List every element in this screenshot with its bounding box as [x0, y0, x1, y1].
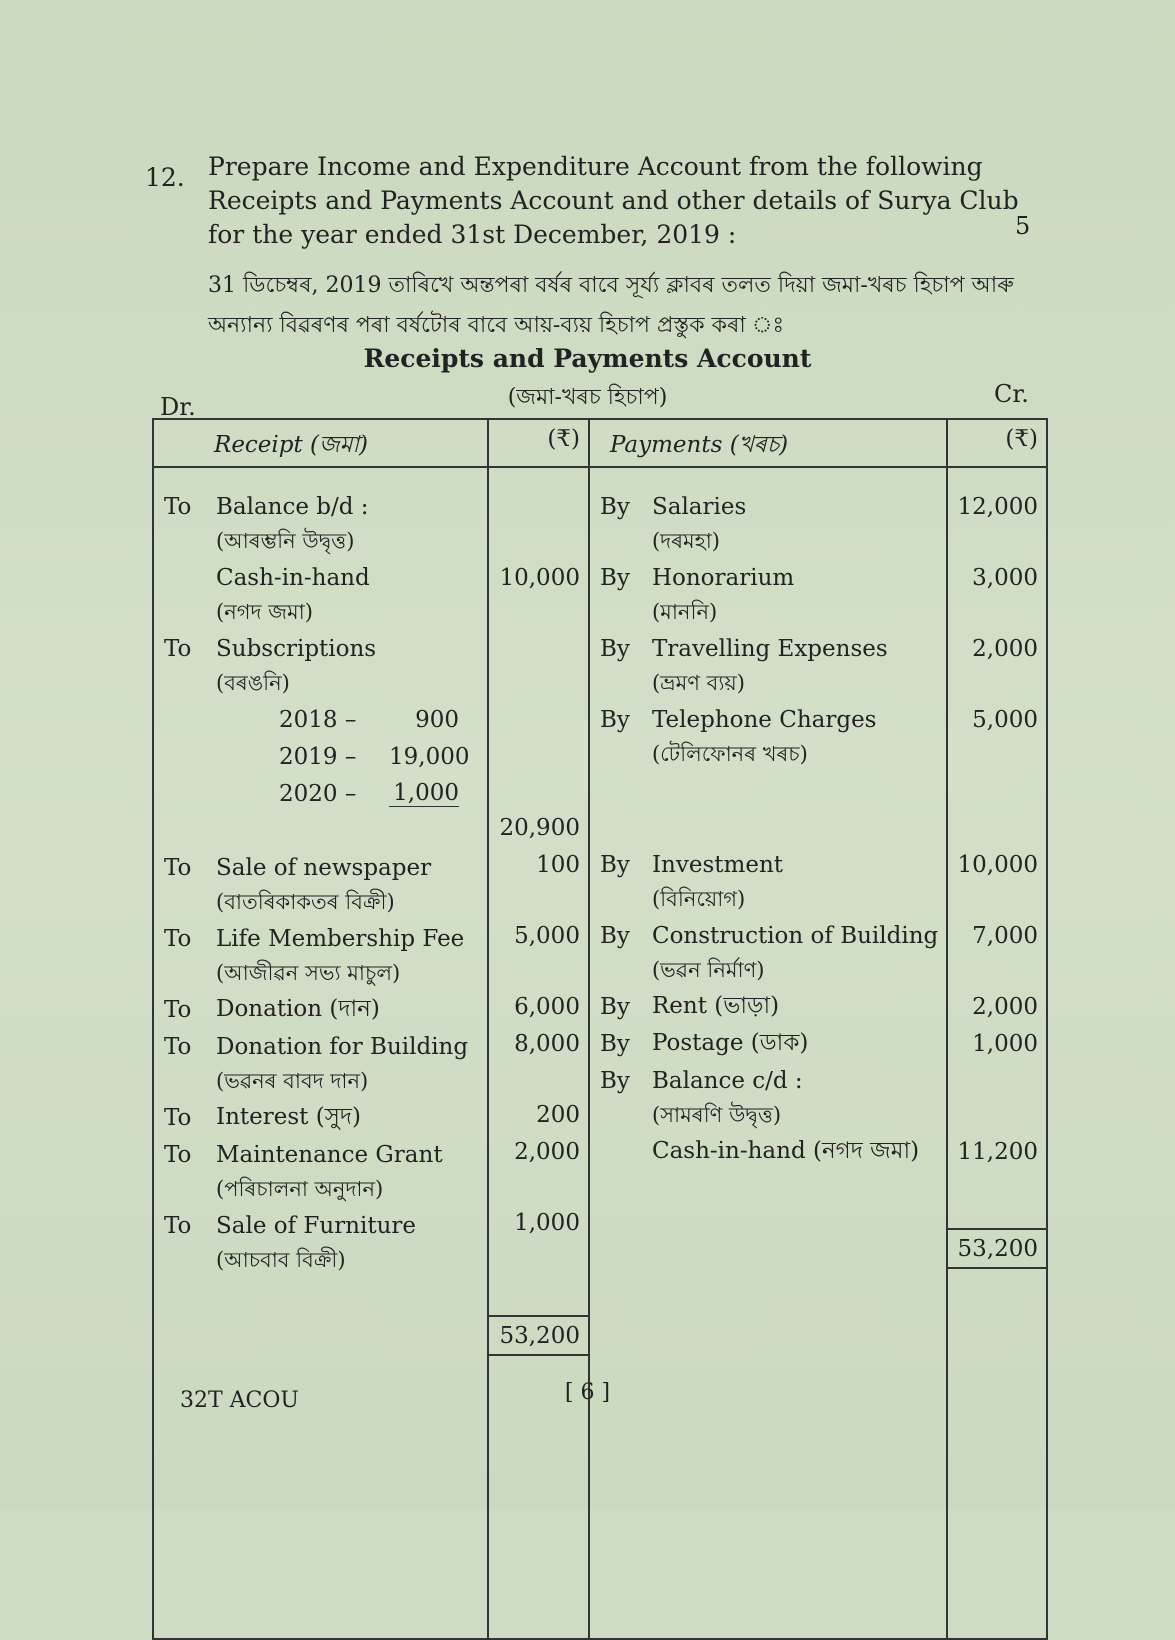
receipt-line: [154, 525, 487, 559]
receipt-amount: 6,000: [514, 993, 580, 1020]
payment-header: Payments (খৰচ): [589, 419, 947, 467]
payment-line: [590, 488, 946, 525]
receipt-prefix: To: [164, 996, 192, 1023]
payment-prefix: By: [599, 706, 630, 733]
receipt-header: Receipt (জমা): [153, 419, 488, 467]
subscription-year: 2020 –: [279, 780, 357, 807]
payment-line: [590, 1025, 946, 1062]
receipt-text: (আজীৱন সভ্য মাচুল): [216, 960, 401, 985]
receipt-prefix: To: [164, 1212, 192, 1239]
paper-code: 32T ACOU: [180, 1388, 299, 1413]
question-marks: 5: [1015, 212, 1031, 240]
receipt-prefix: To: [164, 854, 192, 881]
payment-text: Cash-in-hand (নগদ জমা): [651, 1138, 920, 1164]
receipt-line: [154, 991, 487, 1028]
payment-line: [590, 954, 946, 988]
payment-amount: [948, 883, 1046, 917]
receipt-amount: 1,000: [514, 1209, 580, 1236]
payment-text: (দৰমহা): [651, 528, 720, 553]
receipt-line: [154, 596, 487, 630]
receipt-amount: 10,000: [499, 564, 580, 591]
payment-text: Salaries: [651, 493, 747, 520]
receipt-text: Life Membership Fee: [216, 925, 465, 952]
receipt-amount: [489, 954, 588, 988]
receipt-text: (পৰিচালনা অনুদান): [216, 1176, 384, 1201]
payment-prefix: By: [599, 1030, 630, 1057]
payment-line: [590, 701, 946, 738]
receipt-line: [154, 1207, 487, 1244]
receipt-line: [154, 920, 487, 957]
receipt-line: [154, 849, 487, 886]
payment-line: [590, 525, 946, 559]
payment-line: [590, 596, 946, 630]
receipt-text: (বাতৰিকাকতৰ বিক্ৰী): [216, 889, 395, 914]
receipt-amount: [489, 1170, 588, 1204]
payment-text: (বিনিয়োগ): [651, 886, 746, 911]
payment-amount: [948, 954, 1046, 988]
payment-column: [589, 467, 947, 1639]
payment-amount: 2,000: [972, 993, 1038, 1020]
payment-line: [590, 846, 946, 883]
receipt-text: Donation for Building: [216, 1033, 469, 1060]
receipt-line: [154, 1028, 487, 1065]
payment-line: [590, 772, 946, 809]
receipt-amount: [489, 883, 588, 917]
receipt-amount: 100: [536, 851, 580, 878]
payment-prefix: By: [599, 993, 630, 1020]
payment-prefix: By: [599, 564, 630, 591]
subscription-year: 2019 –: [279, 743, 357, 770]
receipt-amount: 8,000: [514, 1030, 580, 1057]
receipt-text: (নগদ জমা): [216, 599, 313, 624]
payment-line: [590, 1062, 946, 1099]
receipt-text: Sale of newspaper: [216, 854, 432, 881]
receipt-line: [154, 488, 487, 525]
payment-amount: 11,200: [957, 1138, 1038, 1165]
subscription-value: 19,000: [389, 743, 470, 770]
payment-amount: 5,000: [972, 706, 1038, 733]
receipt-line: [154, 667, 487, 701]
payment-amount: [948, 1062, 1046, 1099]
payment-prefix: By: [599, 493, 630, 520]
receipt-line: [154, 559, 487, 596]
payment-line: [590, 988, 946, 1025]
payment-line: [590, 630, 946, 667]
question-text: Prepare Income and Expenditure Account from the following Receipts and Payments Account and other details of Surya Club for the year ended 31st December, 2019 :: [208, 152, 1019, 249]
payment-amount: 10,000: [957, 851, 1038, 878]
payment-prefix: By: [599, 1067, 630, 1094]
payment-amount: [948, 1099, 1046, 1133]
payment-text: Honorarium: [651, 564, 795, 591]
payment-line: [590, 738, 946, 772]
payment-text: Travelling Expenses: [651, 635, 888, 662]
page-number: [ 6 ]: [564, 1380, 611, 1405]
payment-text: Telephone Charges: [651, 706, 877, 733]
receipt-amount: [489, 525, 588, 559]
payment-amount: 12,000: [957, 493, 1038, 520]
receipt-column: [153, 467, 488, 1639]
subscription-year-row: [154, 701, 487, 738]
receipt-line: [154, 1065, 487, 1099]
receipt-text: Subscriptions: [216, 635, 377, 662]
payment-amount: 1,000: [972, 1030, 1038, 1057]
receipt-amount: 5,000: [514, 922, 580, 949]
payment-amount: [948, 525, 1046, 559]
receipt-text: Balance b/d :: [216, 493, 369, 520]
receipt-amount: [489, 630, 588, 667]
payment-prefix: By: [599, 922, 630, 949]
payment-amount: 7,000: [972, 922, 1038, 949]
subscription-year-row: [154, 775, 487, 812]
payment-prefix: By: [599, 851, 630, 878]
receipt-text: (আচবাব বিক্ৰী): [216, 1247, 346, 1272]
receipt-amount: [489, 596, 588, 630]
payment-text: (ভৱন নিৰ্মাণ): [651, 957, 765, 982]
receipt-line: [154, 630, 487, 667]
receipt-text: Donation (দান): [216, 996, 380, 1022]
payment-text: Construction of Building: [651, 922, 939, 949]
payment-text: Rent (ভাড়া): [651, 993, 780, 1019]
credit-label: Cr.: [994, 380, 1029, 408]
receipt-prefix: To: [164, 925, 192, 952]
payment-text: (মাননি): [651, 599, 718, 624]
payment-line: [590, 559, 946, 596]
receipt-amount-column: [488, 467, 589, 1639]
receipt-text: Maintenance Grant: [216, 1141, 443, 1168]
account-subtitle: (জমা-খৰচ হিচাপ): [507, 385, 668, 410]
payment-line: [590, 667, 946, 701]
receipt-prefix: To: [164, 635, 192, 662]
receipt-line: [154, 1099, 487, 1136]
receipt-text: Interest (সুদ): [216, 1104, 361, 1130]
payment-text: Balance c/d :: [651, 1067, 803, 1094]
payment-line: [590, 917, 946, 954]
payment-text: (সামৰণি উদ্বৃত্ত): [651, 1102, 782, 1127]
question-text-assamese: 31 ডিচেম্বৰ, 2019 তাৰিখে অন্তপৰা বৰ্ষৰ বাবে সূৰ্য্য ক্লাবৰ তলত দিয়া জমা-খৰচ হিচাপ আৰু অন্যান্য বিৱৰণৰ পৰা বৰ্ষটোৰ বাবে আয়-ব্যয় হিচাপ প্ৰস্তুক কৰা ঃ: [208, 273, 1014, 338]
payment-line: [590, 809, 946, 846]
receipt-amount: 2,000: [514, 1138, 580, 1165]
payment-amount: [948, 809, 1046, 846]
question-number: 12.: [145, 163, 185, 192]
receipt-amount: [489, 1062, 588, 1096]
receipt-text: (ভৱনৰ বাবদ দান): [216, 1068, 369, 1093]
payment-amount: 2,000: [972, 635, 1038, 662]
receipt-prefix: To: [164, 1104, 192, 1131]
payment-line: [590, 1133, 946, 1170]
receipt-amount: [489, 667, 588, 701]
receipt-rupee-header: (₹): [488, 419, 589, 467]
receipt-text: Cash-in-hand: [216, 564, 370, 591]
debit-label: Dr.: [160, 393, 196, 421]
receipt-amount: [489, 1241, 588, 1275]
payment-text: Postage (ডাক): [651, 1030, 809, 1056]
payment-text: (ভ্ৰমণ ব্যয়): [651, 670, 745, 695]
receipt-line: [154, 1136, 487, 1173]
payments-total: 53,200: [948, 1228, 1046, 1269]
payment-rupee-header: (₹): [947, 419, 1047, 467]
payment-line: [590, 1099, 946, 1133]
receipt-prefix: To: [164, 493, 192, 520]
payment-amount-column: [947, 467, 1047, 1639]
receipt-prefix: To: [164, 1141, 192, 1168]
receipt-text: (বৰঙনি): [216, 670, 290, 695]
receipt-line: [154, 957, 487, 991]
payment-amount: [948, 772, 1046, 809]
subscriptions-total: 20,900: [499, 814, 580, 841]
payment-amount: 3,000: [972, 564, 1038, 591]
payment-amount: [948, 596, 1046, 630]
receipts-payments-table: [152, 418, 1048, 1640]
receipt-amount: 200: [536, 1101, 580, 1128]
payment-line: [590, 883, 946, 917]
payment-prefix: By: [599, 635, 630, 662]
subscription-value: 1,000: [389, 780, 459, 807]
payment-amount: [948, 738, 1046, 772]
payment-text: Investment: [651, 851, 783, 878]
receipts-total: 53,200: [489, 1315, 588, 1356]
receipt-line: [154, 886, 487, 920]
subscription-year-row: [154, 738, 487, 775]
payment-amount: [948, 667, 1046, 701]
account-title: Receipts and Payments Account: [363, 344, 812, 373]
subscription-value: 900: [415, 706, 459, 733]
receipt-line: [154, 1173, 487, 1207]
receipt-line: [154, 1244, 487, 1278]
receipt-text: Sale of Furniture: [216, 1212, 417, 1239]
payment-text: (টেলিফোনৰ খৰচ): [651, 741, 808, 766]
receipt-text: (আৰম্ভনি উদ্বৃত্ত): [216, 528, 355, 553]
receipt-amount: [489, 488, 588, 525]
receipt-prefix: To: [164, 1033, 192, 1060]
subscription-year: 2018 –: [279, 706, 357, 733]
